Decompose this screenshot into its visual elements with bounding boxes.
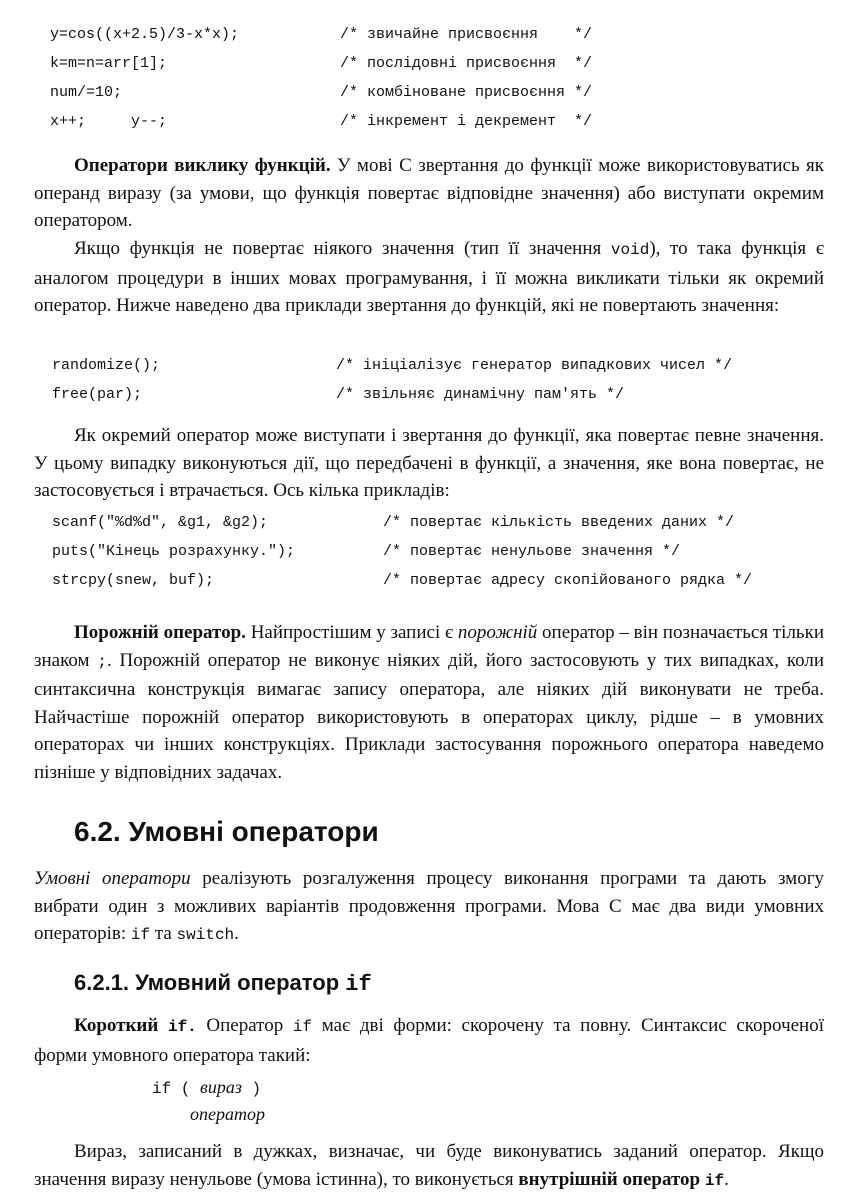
code-text: num/=10; bbox=[50, 84, 123, 101]
paragraph-text: реалізують розгалуження процесу виконання програми та дають змогу вибрати один з можливих варіантів продовження програми. Мова С має два види умовних операторів: bbox=[34, 868, 824, 944]
inline-code: if bbox=[130, 926, 151, 944]
inline-code: void bbox=[610, 241, 650, 259]
code-comment: /* звільняє динамічну пам'ять */ bbox=[336, 386, 625, 403]
paragraph-heading bbox=[74, 1015, 197, 1036]
code-comment: /* повертає кількість введених даних */ bbox=[383, 514, 735, 531]
inline-code: if. bbox=[167, 1018, 197, 1036]
paragraph-short-if bbox=[34, 1012, 824, 1069]
paragraph-text: . bbox=[724, 1168, 729, 1190]
paragraph-text: Оператор bbox=[196, 1015, 293, 1036]
paragraph-text: оператор – він позначається тільки знаком bbox=[34, 622, 824, 671]
emphasis-text: порожній bbox=[457, 622, 538, 643]
paragraph-text: та bbox=[150, 923, 177, 944]
inline-code: ; bbox=[97, 652, 107, 671]
paragraph-text: Як окремий оператор може виступати і звертання до функції, яка повертає певне значення. У цьому випадку виконуються дії, що передбачені в функції, а значення, яке вона повертає, не застосовується і втрачається. Ось кілька прикладів: bbox=[34, 425, 824, 501]
paragraph-heading-text: Короткий bbox=[74, 1015, 168, 1036]
syntax-line-if bbox=[152, 1077, 261, 1098]
code-text: free(par); bbox=[52, 386, 143, 403]
syntax-keyword: if bbox=[152, 1080, 172, 1098]
subsection-title: 6.2.1. Умовний оператор bbox=[74, 970, 346, 995]
code-text: scanf("%d%d", &g1, &g2); bbox=[52, 514, 269, 531]
emphasis-bold: внутрішній оператор bbox=[518, 1168, 705, 1190]
syntax-paren: ( bbox=[171, 1080, 201, 1098]
paragraph-void-functions bbox=[34, 235, 824, 320]
code-text: x++; y--; bbox=[50, 113, 168, 130]
subsection-code: if bbox=[345, 972, 372, 997]
syntax-line-statement bbox=[190, 1104, 265, 1125]
paragraph-if-semantics bbox=[34, 1138, 824, 1195]
code-comment: /* повертає ненульове значення */ bbox=[383, 543, 681, 560]
paragraph-empty-operator bbox=[34, 619, 824, 786]
code-comment: /* повертає адресу скопійованого рядка */ bbox=[383, 572, 753, 589]
paragraph-heading: Порожній оператор. bbox=[74, 622, 246, 643]
paragraph-text: У мові С звертання до функції може використовуватись як операнд виразу (за умови, що функція повертає відповідне значення) або виступати окремим оператором. bbox=[34, 155, 825, 231]
inline-code: if bbox=[292, 1018, 313, 1036]
paragraph-text: Найпростішим у записі є bbox=[245, 622, 458, 643]
code-text: y=cos((x+2.5)/3-x*x); bbox=[50, 26, 240, 43]
code-text: strcpy(snew, buf); bbox=[52, 572, 215, 589]
code-comment: /* послідовні присвоєння */ bbox=[340, 55, 593, 72]
syntax-paren: ) bbox=[241, 1080, 262, 1098]
inline-code: if bbox=[704, 1171, 725, 1190]
subsection-heading bbox=[74, 970, 372, 997]
paragraph-function-calls bbox=[34, 152, 824, 235]
code-text: randomize(); bbox=[52, 357, 161, 374]
code-comment: /* ініціалізує генератор випадкових чисел */ bbox=[336, 357, 733, 374]
syntax-expression: вираз bbox=[200, 1077, 242, 1097]
paragraph-text: Якщо функція не повертає ніякого значення (тип її значення bbox=[74, 238, 611, 259]
emphasis-text: Умовні оператори bbox=[34, 868, 191, 889]
code-text: puts("Кінець розрахунку."); bbox=[52, 543, 296, 560]
paragraph-value-functions bbox=[34, 422, 824, 505]
inline-code: switch bbox=[176, 926, 235, 944]
code-comment: /* інкремент і декремент */ bbox=[340, 113, 593, 130]
paragraph-conditional-intro bbox=[34, 865, 824, 950]
paragraph-text: . bbox=[234, 923, 239, 944]
syntax-statement: оператор bbox=[190, 1104, 265, 1124]
section-heading: 6.2. Умовні оператори bbox=[74, 816, 379, 847]
paragraph-heading: Оператори виклику функцій. bbox=[74, 155, 331, 176]
code-comment: /* комбіноване присвоєння */ bbox=[340, 84, 593, 101]
code-comment: /* звичайне присвоєння */ bbox=[340, 26, 593, 43]
paragraph-text: має дві форми: скорочену та повну. Синтаксис скороченої форми умовного оператора такий: bbox=[34, 1015, 824, 1066]
paragraph-text: Вираз, записаний в дужках, визначає, чи буде виконуватись заданий оператор. Якщо значення виразу ненульове (умова істинна), то виконується bbox=[34, 1141, 824, 1190]
code-text: k=m=n=arr[1]; bbox=[50, 55, 168, 72]
paragraph-text: ), то така функція є аналогом процедури в інших мовах програмування, і її можна викликати тільки як окремий оператор. Нижче наведено два приклади звертання до функцій, які не повертають значення: bbox=[34, 238, 824, 316]
paragraph-text: . Порожній оператор не виконує ніяких дій, його застосовують у тих випадках, коли синтаксична конструкція вимагає запису оператора, але ніяких дій виконувати не треба. Найчастіше порожній оператор використовують в операторах циклу, рідше – в умовних операторах чи інших конструкціях. Приклади застосування порожнього оператора наведемо пізніше у відповідних задачах. bbox=[34, 649, 824, 783]
